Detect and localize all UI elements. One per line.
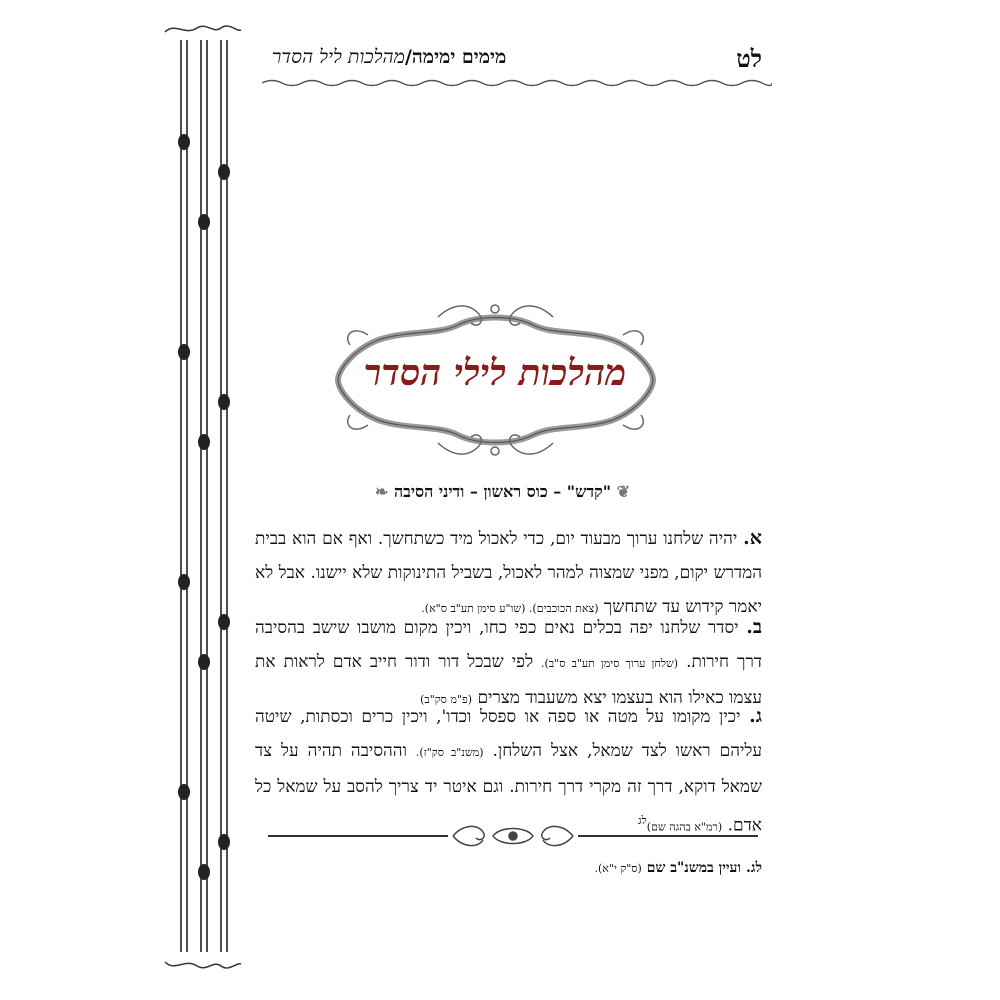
page-number: לט [736, 44, 762, 73]
running-title: מימים ימימה/מהלכות ליל הסדר [272, 46, 507, 68]
footnote-reference[interactable]: לג [638, 814, 647, 827]
page-header [262, 44, 762, 74]
paragraph-text: לפי שבכל דור ודור חייב אדם לראות את עצמו כאילו הוא בעצמו יצא משעבוד מצרים [255, 652, 762, 708]
footnote-source: (ס"ק י"א). [594, 862, 642, 875]
paragraph-text: יסדר שלחנו יפה בכלים נאים כפי כחו, ויכין מקום מושבו שישב בהסיבה דרך חירות. [255, 618, 762, 672]
source-citation: (פ"מ סק"ב) [420, 693, 473, 706]
header-wavy-rule [262, 76, 772, 90]
footnote-divider-ornament [268, 822, 758, 850]
paragraph-text: יהיה שלחנו ערוך מבעוד יום, כדי לאכול מיד כשתחשך. ואף אם הוא בבית המדרש יקום, מפני שמצוה למהר לאכול, בשביל התינוקות שלא יישנו. אבל לא יאמר קידוש עד שתחשך [255, 529, 762, 617]
footnote-text: ועיין במשנ"ב שם [641, 860, 746, 876]
decorative-pillar-border [163, 22, 243, 972]
chapter-title: מהלכות לילי הסדר [363, 352, 627, 394]
paragraph-letter: א. [743, 527, 762, 549]
paragraph-letter: ג. [749, 705, 762, 727]
fleuron-icon: ❦ [611, 482, 631, 501]
source-citation: (צאת הכוכבים). (שו"ע סימן תע"ב ס"א). [421, 602, 599, 615]
source-citation: (שלחן ערוך סימן תע"ב ס"ב). [541, 657, 679, 670]
section-heading: ❦ "קדש" – כוס ראשון – ודיני הסיבה ❧ [374, 482, 631, 501]
footnote-label: לג. [745, 860, 762, 876]
source-citation: (רמ"א בהגה שם) [646, 820, 723, 834]
fleuron-icon: ❧ [374, 482, 394, 501]
paragraph-letter: ב. [746, 616, 762, 638]
source-citation: (משנ"ב סק"ז). [415, 746, 484, 759]
footnote [262, 860, 762, 877]
paragraph-text: וההסיבה תהיה על צד שמאל דוקא, דרך זה מקרי דרך חירות. וגם איטר יד צריך להסב על שמאל כל אדם. [255, 741, 762, 836]
paragraph-text: יכין מקומו על מטה או ספה או ספסל וכדו', ויכין כרים וכסתות, שיטה עליהם ראשו לצד שמאל, אצל השלחן. [255, 707, 762, 761]
